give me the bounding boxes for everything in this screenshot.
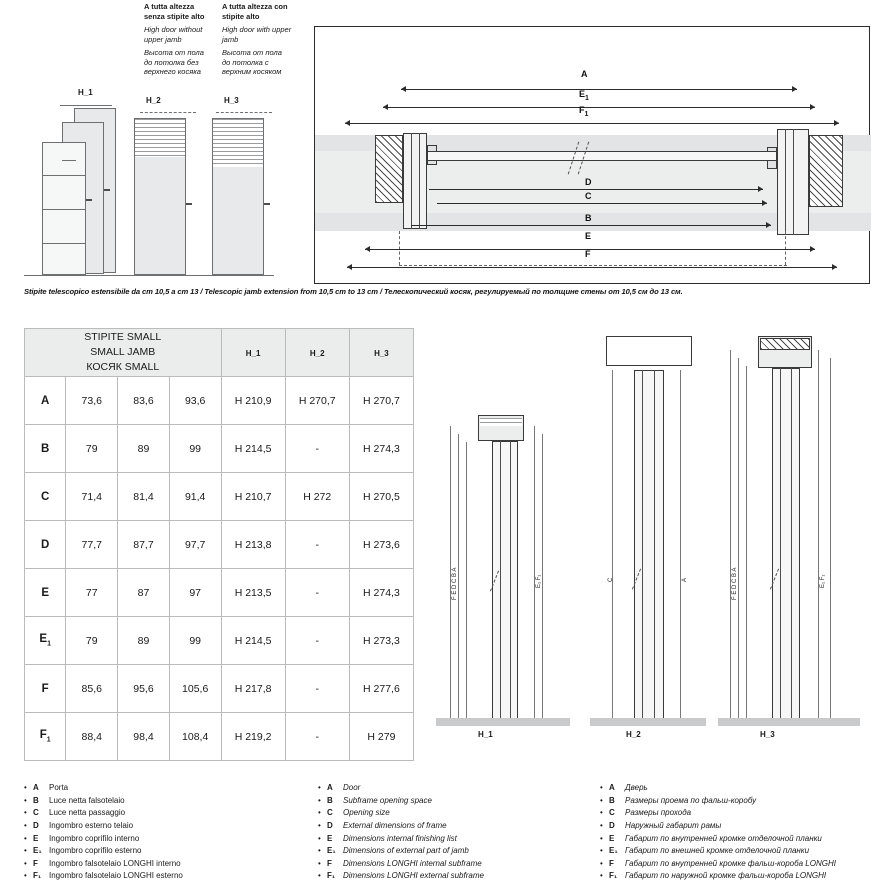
horizontal-section-drawing [314, 26, 870, 284]
door-elevation-figures [0, 0, 310, 300]
cell-v1: 79 [66, 617, 118, 665]
door-leaf-section [427, 151, 777, 161]
legend-item: • E₁ Ingombro coprifilo esterno [24, 846, 142, 856]
panel-div-4 [62, 160, 76, 161]
dim-text-h2-right: A [682, 577, 688, 582]
dim-text-h2-left: C [608, 577, 614, 582]
left-jamb-line-2 [419, 133, 420, 229]
row-label: C [25, 473, 66, 521]
cell-h3: H 270,5 [349, 473, 413, 521]
legend-item: • E₁ Габарит по внешней кромке отделочной планки [600, 846, 810, 856]
cell-h1: H 213,8 [221, 521, 285, 569]
dim-axis-h1-a [450, 426, 451, 718]
dim-label-b: B [585, 213, 592, 223]
dim-arrow-e1-left [383, 104, 388, 110]
figure-label-h2: H_2 [146, 96, 161, 105]
legend-item: • E Ingombro coprifilo interno [24, 833, 140, 843]
panel-div-1 [42, 175, 86, 176]
dim-text-h1-left: F E D C B A [452, 567, 458, 600]
dimensions-table [24, 328, 414, 761]
cell-v3: 99 [169, 617, 221, 665]
legend-item: • D Ingombro esterno telaio [24, 821, 134, 831]
cell-h1: H 214,5 [221, 425, 285, 473]
dim-axis-h1-c [466, 442, 467, 718]
cell-h3: H 274,3 [349, 569, 413, 617]
left-wall-hatch [375, 135, 403, 203]
cell-v3: 97 [169, 569, 221, 617]
leaf-line-2-h1 [510, 441, 511, 721]
legend-item: • E Dimensions internal finishing list [318, 833, 457, 843]
cell-h1: H 214,5 [221, 617, 285, 665]
door-handle-h3 [264, 203, 270, 205]
vertical-section-h1 [430, 330, 570, 750]
cell-h2: - [285, 569, 349, 617]
dim-text-h3-left: F E D C B A [732, 567, 738, 600]
legend-item: • A Porta [24, 783, 69, 793]
vertical-section-label-h2: H_2 [626, 730, 641, 739]
dim-axis-h1-d [534, 426, 535, 718]
caption-ru: Высота от пола до потолка с верхним косяком [222, 48, 282, 76]
dim-axis-h3-b [738, 358, 739, 718]
leaf-line-1-h2 [642, 370, 643, 721]
cell-v3: 93,6 [169, 377, 221, 425]
cell-v3: 97,7 [169, 521, 221, 569]
dim-axis-h1-b [458, 434, 459, 718]
dim-line-a [401, 89, 797, 90]
dim-arrow-c [762, 200, 767, 206]
subframe-dash-bottom [399, 265, 787, 266]
cell-h3: H 270,7 [349, 377, 413, 425]
dim-label-d: D [585, 177, 592, 187]
right-jamb-line-2 [793, 129, 794, 235]
cell-h2: H 270,7 [285, 377, 349, 425]
left-jamb-line-1 [411, 133, 412, 229]
cell-v2: 89 [118, 425, 170, 473]
cell-v1: 85,6 [66, 665, 118, 713]
floor-h3 [718, 718, 860, 726]
legend-item: • C Luce netta passaggio [24, 808, 126, 818]
cell-h1: H 210,9 [221, 377, 285, 425]
cell-v2: 89 [118, 617, 170, 665]
cell-v3: 99 [169, 425, 221, 473]
row-label: E [25, 569, 66, 617]
cell-h1: H 217,8 [221, 665, 285, 713]
dim-axis-h3-e [830, 358, 831, 718]
subframe-dash-right [785, 231, 786, 265]
cell-v3: 91,4 [169, 473, 221, 521]
table-row [25, 617, 414, 665]
floor-h2 [590, 718, 706, 726]
legend-item: • E Габарит по внутренней кромке отделочной планки [600, 833, 822, 843]
legend-item: • C Размеры прохода [600, 808, 692, 818]
legend-item: • F Ingombro falsotelaio LONGHI interno [24, 858, 181, 868]
dim-text-h3-right: E₁ F₁ [820, 574, 826, 588]
legend-italian [24, 782, 314, 883]
legend-item: • B Subframe opening space [318, 795, 432, 805]
dim-axis-h3-d [818, 350, 819, 718]
cell-h3: H 273,6 [349, 521, 413, 569]
table-title-cell [25, 329, 222, 377]
door-handle-a [86, 199, 92, 201]
vertical-section-h2 [588, 330, 708, 750]
dim-text-h1-right: E₁ F₁ [536, 574, 542, 588]
legend-item: • D External dimensions of frame [318, 821, 447, 831]
row-label: $F_1$ [25, 713, 66, 761]
cell-h3: H 279 [349, 713, 413, 761]
row-label: F [25, 665, 66, 713]
jamb-extension-note: Stipite telescopico estensibile da cm 10,5 a cm 13 / Telescopic jamb extension from 10,5 cm to 13 cm / Телескопический косяк, регулируемый по толщине стены от 10,5 см до 13 см. [24, 287, 683, 296]
upper-jamb-hatch-h3 [213, 119, 263, 167]
left-jamb-profile [403, 133, 427, 229]
dim-arrow-f-right [832, 264, 837, 270]
head-hatch-h3 [760, 338, 810, 350]
cell-v1: 71,4 [66, 473, 118, 521]
col-header-h3: H_3 [349, 329, 413, 377]
table-title-en: SMALL JAMB [90, 346, 156, 358]
dim-line-c [437, 203, 767, 204]
dim-arrow-e-right [810, 246, 815, 252]
floor-line [24, 275, 274, 276]
table-row [25, 473, 414, 521]
cell-v3: 105,6 [169, 665, 221, 713]
dim-axis-h3-c [746, 366, 747, 718]
dim-arrow-d [758, 186, 763, 192]
door-handle-h2 [186, 203, 192, 205]
head-box-h2 [606, 336, 692, 366]
dim-arrow-a-left [401, 86, 406, 92]
dim-arrow-a-right [792, 86, 797, 92]
dim-line-f1 [345, 123, 839, 124]
dim-label-e1: $E_1$ [579, 89, 589, 102]
dim-line-d [429, 189, 763, 190]
cell-v1: 77,7 [66, 521, 118, 569]
door-handle-b [104, 189, 110, 191]
table-row [25, 377, 414, 425]
door-leaf-h1 [492, 441, 518, 721]
row-label: A [25, 377, 66, 425]
panel-div-2 [42, 209, 86, 210]
col-header-h2: H_2 [285, 329, 349, 377]
dim-label-f1: $F_1$ [579, 105, 589, 118]
table-title-ru: КОСЯК SMALL [86, 361, 160, 373]
floor-h1 [436, 718, 570, 726]
caption-high-door-with-upper-jamb [222, 2, 292, 77]
caption-en: High door with upper jamb [222, 25, 292, 44]
caption-en: High door without upper jamb [144, 25, 203, 44]
table-row [25, 425, 414, 473]
vertical-section-h3 [714, 330, 864, 750]
cell-h3: H 273,3 [349, 617, 413, 665]
legend-item: • F₁ Ingombro falsotelaio LONGHI esterno [24, 871, 183, 881]
dim-line-b [411, 225, 771, 226]
figure-label-h1: H_1 [78, 88, 93, 97]
row-label: D [25, 521, 66, 569]
dim-arrow-e-left [365, 246, 370, 252]
cell-v1: 88,4 [66, 713, 118, 761]
cell-h2: - [285, 665, 349, 713]
legend-item: • F₁ Габарит по наружной кромке фальш-короба LONGHI [600, 871, 827, 881]
figure-label-h3: H_3 [224, 96, 239, 105]
vertical-section-label-h3: H_3 [760, 730, 775, 739]
legend-item: • A Door [318, 783, 361, 793]
dim-label-c: C [585, 191, 592, 201]
dim-axis-h3-a [730, 350, 731, 718]
dim-axis-h1-e [542, 434, 543, 718]
dim-label-f: F [585, 249, 591, 259]
legend-item: • D Наружный габарит рамы [600, 821, 722, 831]
dim-label-a: A [581, 69, 588, 79]
subframe-dash-left [399, 231, 400, 265]
dim-arrow-f1-right [834, 120, 839, 126]
legend-item: • F Dimensions LONGHI internal subframe [318, 858, 482, 868]
panel-div-3 [42, 243, 86, 244]
right-wall-hatch [809, 135, 843, 207]
cell-v1: 77 [66, 569, 118, 617]
dim-axis-h2-b [680, 370, 681, 718]
legend-item: • B Luce netta falsotelaio [24, 795, 125, 805]
cell-h1: H 219,2 [221, 713, 285, 761]
door-leaf-h3 [772, 368, 800, 721]
cell-h2: - [285, 425, 349, 473]
upper-jamb-hatch-h2 [135, 119, 185, 157]
legend-item: • C Opening size [318, 808, 390, 818]
caption-high-door-without-upper-jamb [144, 2, 214, 77]
legend-item: • E₁ Dimensions of external part of jamb [318, 846, 469, 856]
leaf-line-1-h1 [500, 441, 501, 721]
cell-h3: H 277,6 [349, 665, 413, 713]
legend-russian [600, 782, 870, 883]
caption-it: A tutta altezza con stipite alto [222, 2, 288, 21]
cell-h2: H 272 [285, 473, 349, 521]
cell-v1: 73,6 [66, 377, 118, 425]
table-header-row [25, 329, 414, 377]
dim-axis-h2-a [612, 370, 613, 718]
cell-v2: 83,6 [118, 377, 170, 425]
cell-v2: 98,4 [118, 713, 170, 761]
legend-item: • A Дверь [600, 783, 648, 793]
cell-h2: - [285, 521, 349, 569]
caption-ru: Высота от пола до потолка без верхнего косяка [144, 48, 204, 76]
dim-arrow-b [766, 222, 771, 228]
cell-v2: 81,4 [118, 473, 170, 521]
table-row [25, 521, 414, 569]
cell-h1: H 213,5 [221, 569, 285, 617]
cell-h1: H 210,7 [221, 473, 285, 521]
rule-h3 [216, 112, 272, 113]
head-hatch-h1 [480, 418, 522, 426]
legend-item: • F₁ Dimensions LONGHI external subframe [318, 871, 484, 881]
rule-h2 [140, 112, 196, 113]
table-row [25, 665, 414, 713]
leaf-line-1-h3 [780, 368, 781, 721]
dim-arrow-e1-right [810, 104, 815, 110]
cell-v2: 95,6 [118, 665, 170, 713]
cell-v3: 108,4 [169, 713, 221, 761]
cell-v2: 87 [118, 569, 170, 617]
col-header-h1: H_1 [221, 329, 285, 377]
cell-h2: - [285, 713, 349, 761]
legend-english [318, 782, 608, 883]
cell-h2: - [285, 617, 349, 665]
table-row [25, 713, 414, 761]
cell-h3: H 274,3 [349, 425, 413, 473]
dim-line-e1 [383, 107, 815, 108]
vertical-section-label-h1: H_1 [478, 730, 493, 739]
legend-item: • F Габарит по внутренней кромке фальш-короба LONGHI [600, 858, 836, 868]
cell-v1: 79 [66, 425, 118, 473]
cell-v2: 87,7 [118, 521, 170, 569]
leaf-line-2-h3 [791, 368, 792, 721]
table-title-it: STIPITE SMALL [84, 331, 162, 343]
right-jamb-line-1 [785, 129, 786, 235]
legend-item: • B Размеры проема по фальш-коробу [600, 795, 757, 805]
table-row [25, 569, 414, 617]
row-label: B [25, 425, 66, 473]
door-leaf-h2 [634, 370, 664, 721]
dim-label-e: E [585, 231, 592, 241]
rule-h1 [60, 105, 112, 106]
dim-line-f [347, 267, 837, 268]
row-label: $E_1$ [25, 617, 66, 665]
leaf-line-2-h2 [654, 370, 655, 721]
dim-arrow-f1-left [345, 120, 350, 126]
caption-it: A tutta altezza senza stipite alto [144, 2, 205, 21]
dim-arrow-f-left [347, 264, 352, 270]
